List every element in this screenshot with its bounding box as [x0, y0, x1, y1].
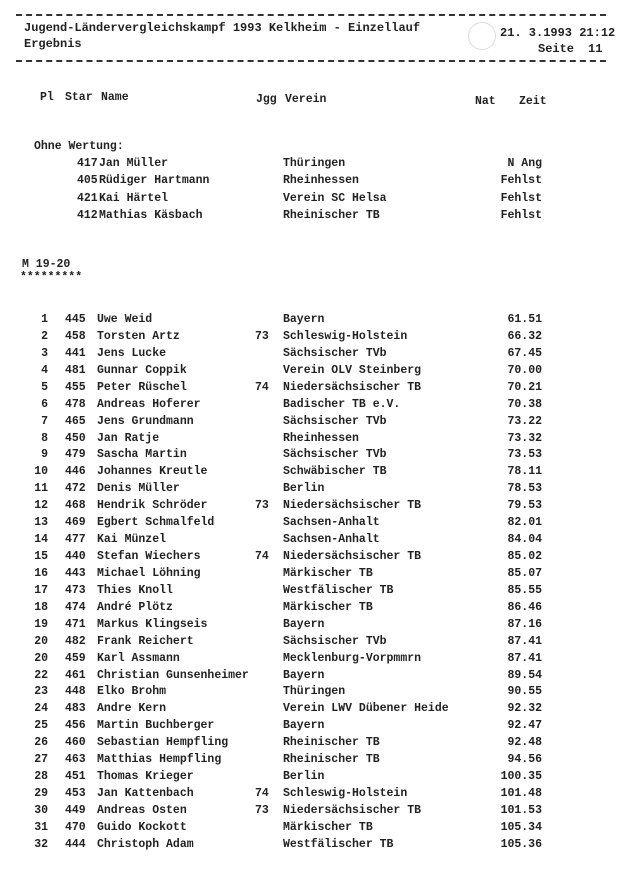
club-name: Thüringen	[283, 685, 346, 699]
result-row	[0, 618, 644, 635]
result-time: 105.36	[500, 837, 542, 851]
athlete-name: Jens Lucke	[97, 346, 167, 360]
result-time: 105.34	[500, 820, 542, 834]
athlete-name: Thomas Krieger	[97, 770, 194, 784]
club-name: Schleswig-Holstein	[283, 787, 408, 801]
result-row	[0, 347, 644, 364]
result-time: 78.11	[507, 465, 542, 479]
result-time: Fehlst	[500, 174, 542, 188]
placement: 14	[34, 533, 48, 547]
result-time: 70.38	[507, 397, 542, 411]
placement: 15	[34, 550, 48, 564]
athlete-name: André Plötz	[97, 600, 173, 614]
result-time: 101.48	[500, 787, 542, 801]
club-name: Sächsischer TVb	[283, 414, 387, 428]
athlete-name: Peter Rüschel	[97, 380, 187, 394]
birth-year: 73	[255, 499, 269, 513]
club-name: Sächsischer TVb	[283, 448, 387, 462]
result-time: 89.54	[507, 668, 542, 682]
club-name: Verein LWV Dübener Heide	[283, 702, 449, 716]
club-name: Niedersächsischer TB	[283, 803, 422, 817]
col-header-nat: Nat	[475, 95, 496, 108]
athlete-name: Johannes Kreutle	[97, 465, 208, 479]
star-number: 479	[65, 448, 86, 462]
placement: 5	[41, 380, 48, 394]
placement: 19	[34, 617, 48, 631]
placement: 30	[34, 803, 48, 817]
placement: 3	[41, 346, 48, 360]
athlete-name: Matthias Hempfling	[97, 753, 222, 767]
result-time: 85.07	[507, 566, 542, 580]
placement: 29	[34, 787, 48, 801]
athlete-name: Martin Buchberger	[97, 719, 215, 733]
star-number: 455	[65, 380, 86, 394]
result-time: 92.47	[507, 719, 542, 733]
birth-year: 74	[255, 787, 269, 801]
star-number: 460	[65, 736, 86, 750]
club-name: Mecklenburg-Vorpmmrn	[283, 651, 422, 665]
star-number: 441	[65, 346, 86, 360]
star-number: 474	[65, 600, 86, 614]
club-name: Bayern	[283, 668, 325, 682]
result-row	[0, 770, 644, 787]
result-time: 84.04	[507, 533, 542, 547]
placement: 6	[41, 397, 48, 411]
athlete-name: Mathias Käsbach	[99, 208, 203, 222]
result-time: 73.53	[507, 448, 542, 462]
placement: 17	[34, 583, 48, 597]
star-number: 445	[65, 313, 86, 326]
star-number: 472	[65, 482, 86, 496]
star-number: 444	[65, 837, 86, 851]
ohne-wertung-row	[0, 192, 644, 209]
result-time: Fehlst	[500, 191, 542, 205]
star-number: 459	[65, 651, 86, 665]
placement: 22	[34, 668, 48, 682]
placement: 23	[34, 685, 48, 699]
athlete-name: Gunnar Coppik	[97, 363, 187, 377]
placement: 11	[34, 482, 48, 496]
placement: 20	[34, 634, 48, 648]
star-number: 440	[65, 550, 86, 564]
club-name: Westfälischer TB	[283, 583, 394, 597]
result-row	[0, 415, 644, 432]
result-row	[0, 753, 644, 770]
star-number: 473	[65, 583, 86, 597]
club-name: Niedersächsischer TB	[283, 380, 422, 394]
club-name: Bayern	[283, 719, 325, 733]
result-row	[0, 499, 644, 516]
club-name: Märkischer TB	[283, 600, 373, 614]
athlete-name: Jens Grundmann	[97, 414, 194, 428]
placement: 27	[34, 753, 48, 767]
col-header-verein: Verein	[285, 93, 327, 106]
placement: 9	[41, 448, 48, 462]
result-row	[0, 398, 644, 415]
star-number: 417	[77, 157, 98, 170]
star-number: 412	[77, 208, 98, 222]
result-time: 78.53	[507, 482, 542, 496]
birth-year: 74	[255, 550, 269, 564]
placement: 16	[34, 566, 48, 580]
club-name: Märkischer TB	[283, 820, 373, 834]
athlete-name: Christian Gunsenheimer	[97, 668, 249, 682]
result-row	[0, 702, 644, 719]
result-time: 73.22	[507, 414, 542, 428]
athlete-name: Kai Münzel	[97, 533, 167, 547]
club-name: Rheinischer TB	[283, 753, 380, 767]
ohne-wertung-row	[0, 174, 644, 191]
col-header-jgg: Jgg	[256, 93, 277, 106]
star-number: 482	[65, 634, 86, 648]
star-number: 449	[65, 803, 86, 817]
placement: 24	[34, 702, 48, 716]
result-time: 79.53	[507, 499, 542, 513]
athlete-name: Torsten Artz	[97, 329, 180, 343]
result-time: 100.35	[500, 770, 542, 784]
star-number: 456	[65, 719, 86, 733]
result-time: N Ang	[507, 157, 542, 170]
club-name: Badischer TB e.V.	[283, 397, 401, 411]
result-row	[0, 482, 644, 499]
col-header-zeit: Zeit	[519, 95, 547, 108]
placement: 13	[34, 516, 48, 530]
athlete-name: Markus Klingseis	[97, 617, 208, 631]
star-number: 405	[77, 174, 98, 188]
document-title: Jugend-Ländervergleichskampf 1993 Kelkheim - Einzellauf	[24, 21, 421, 35]
result-row	[0, 787, 644, 804]
athlete-name: Kai Härtel	[99, 191, 169, 205]
col-header-star: Star	[65, 91, 93, 104]
header-divider	[16, 60, 606, 62]
athlete-name: Jan Müller	[99, 157, 169, 170]
result-row	[0, 838, 644, 855]
placement: 26	[34, 736, 48, 750]
club-name: Märkischer TB	[283, 566, 373, 580]
star-number: 471	[65, 617, 86, 631]
result-row	[0, 635, 644, 652]
star-number: 481	[65, 363, 86, 377]
print-datetime: 21. 3.1993 21:12	[500, 26, 616, 40]
athlete-name: Guido Kockott	[97, 820, 187, 834]
athlete-name: Egbert Schmalfeld	[97, 516, 215, 530]
star-number: 469	[65, 516, 86, 530]
result-time: 66.32	[507, 329, 542, 343]
club-name: Niedersächsischer TB	[283, 499, 422, 513]
athlete-name: Stefan Wiechers	[97, 550, 201, 564]
athlete-name: Thies Knoll	[97, 583, 173, 597]
star-number: 453	[65, 787, 86, 801]
star-number: 448	[65, 685, 86, 699]
placement: 7	[41, 414, 48, 428]
athlete-name: Michael Löhning	[97, 566, 201, 580]
placement: 10	[34, 465, 48, 479]
result-row	[0, 804, 644, 821]
result-time: 61.51	[507, 313, 542, 326]
col-header-pl: Pl	[40, 91, 54, 104]
club-name: Sachsen-Anhalt	[283, 516, 380, 530]
star-number: 477	[65, 533, 86, 547]
result-time: 70.21	[507, 380, 542, 394]
star-number: 468	[65, 499, 86, 513]
ohne-wertung-heading: Ohne Wertung:	[34, 140, 124, 153]
page-label: Seite	[538, 42, 575, 56]
result-row	[0, 364, 644, 381]
star-number: 446	[65, 465, 86, 479]
result-time: Fehlst	[500, 208, 542, 222]
placement: 18	[34, 600, 48, 614]
star-number: 451	[65, 770, 86, 784]
col-header-name: Name	[101, 91, 129, 104]
birth-year: 74	[255, 380, 269, 394]
placement: 32	[34, 837, 48, 851]
athlete-name: Elko Brohm	[97, 685, 167, 699]
athlete-name: Christoph Adam	[97, 837, 194, 851]
club-name: Niedersächsischer TB	[283, 550, 422, 564]
result-row	[0, 465, 644, 482]
result-time: 87.16	[507, 617, 542, 631]
stamp-mark	[468, 22, 496, 50]
club-name: Berlin	[283, 482, 325, 496]
placement: 28	[34, 770, 48, 784]
star-number: 483	[65, 702, 86, 716]
club-name: Rheinischer TB	[283, 208, 380, 222]
club-name: Sachsen-Anhalt	[283, 533, 380, 547]
club-name: Sächsischer TVb	[283, 346, 387, 360]
result-time: 87.41	[507, 634, 542, 648]
club-name: Rheinischer TB	[283, 736, 380, 750]
document-subtitle: Ergebnis	[24, 37, 82, 51]
page-number: 11	[588, 42, 603, 56]
star-number: 458	[65, 329, 86, 343]
athlete-name: Jan Kattenbach	[97, 787, 194, 801]
star-number: 450	[65, 431, 86, 445]
athlete-name: Uwe Weid	[97, 313, 153, 326]
club-name: Thüringen	[283, 157, 346, 170]
placement: 20	[34, 651, 48, 665]
club-name: Verein OLV Steinberg	[283, 363, 422, 377]
result-row	[0, 736, 644, 753]
result-row	[0, 550, 644, 567]
club-name: Verein SC Helsa	[283, 191, 387, 205]
athlete-name: Sascha Martin	[97, 448, 187, 462]
club-name: Rheinhessen	[283, 431, 359, 445]
result-time: 85.55	[507, 583, 542, 597]
star-number: 478	[65, 397, 86, 411]
result-row	[0, 652, 644, 669]
placement: 1	[41, 313, 48, 326]
club-name: Berlin	[283, 770, 325, 784]
result-row	[0, 381, 644, 398]
result-row	[0, 601, 644, 618]
top-divider	[16, 14, 606, 16]
placement: 31	[34, 820, 48, 834]
result-time: 87.41	[507, 651, 542, 665]
placement: 4	[41, 363, 48, 377]
result-row	[0, 669, 644, 686]
result-time: 67.45	[507, 346, 542, 360]
athlete-name: Andre Kern	[97, 702, 167, 716]
result-time: 82.01	[507, 516, 542, 530]
result-row	[0, 567, 644, 584]
class-name: M 19-20	[22, 258, 71, 271]
star-number: 421	[77, 191, 98, 205]
athlete-name: Frank Reichert	[97, 634, 194, 648]
result-row	[0, 584, 644, 601]
star-number: 465	[65, 414, 86, 428]
result-row	[0, 330, 644, 347]
club-name: Schwäbischer TB	[283, 465, 387, 479]
club-name: Sächsischer TVb	[283, 634, 387, 648]
result-time: 86.46	[507, 600, 542, 614]
result-time: 101.53	[500, 803, 542, 817]
star-number: 461	[65, 668, 86, 682]
placement: 2	[41, 329, 48, 343]
result-row	[0, 821, 644, 838]
result-time: 70.00	[507, 363, 542, 377]
result-row	[0, 516, 644, 533]
result-time: 92.32	[507, 702, 542, 716]
placement: 8	[41, 431, 48, 445]
result-time: 94.56	[507, 753, 542, 767]
club-name: Westfälischer TB	[283, 837, 394, 851]
ohne-wertung-row	[0, 209, 644, 226]
result-row	[0, 533, 644, 550]
ohne-wertung-row	[0, 157, 644, 174]
club-name: Bayern	[283, 617, 325, 631]
star-number: 443	[65, 566, 86, 580]
club-name: Rheinhessen	[283, 174, 359, 188]
athlete-name: Rüdiger Hartmann	[99, 174, 210, 188]
result-row	[0, 313, 644, 330]
birth-year: 73	[255, 803, 269, 817]
athlete-name: Sebastian Hempfling	[97, 736, 229, 750]
club-name: Bayern	[283, 313, 325, 326]
result-time: 73.32	[507, 431, 542, 445]
athlete-name: Andreas Osten	[97, 803, 187, 817]
result-row	[0, 685, 644, 702]
placement: 25	[34, 719, 48, 733]
athlete-name: Denis Müller	[97, 482, 180, 496]
star-number: 463	[65, 753, 86, 767]
club-name: Schleswig-Holstein	[283, 329, 408, 343]
result-time: 92.48	[507, 736, 542, 750]
athlete-name: Karl Assmann	[97, 651, 180, 665]
athlete-name: Hendrik Schröder	[97, 499, 208, 513]
star-number: 470	[65, 820, 86, 834]
result-time: 90.55	[507, 685, 542, 699]
birth-year: 73	[255, 329, 269, 343]
result-row	[0, 719, 644, 736]
class-underline: *********	[20, 271, 83, 284]
result-row	[0, 432, 644, 449]
athlete-name: Andreas Hoferer	[97, 397, 201, 411]
result-time: 85.02	[507, 550, 542, 564]
placement: 12	[34, 499, 48, 513]
athlete-name: Jan Ratje	[97, 431, 160, 445]
result-row	[0, 448, 644, 465]
